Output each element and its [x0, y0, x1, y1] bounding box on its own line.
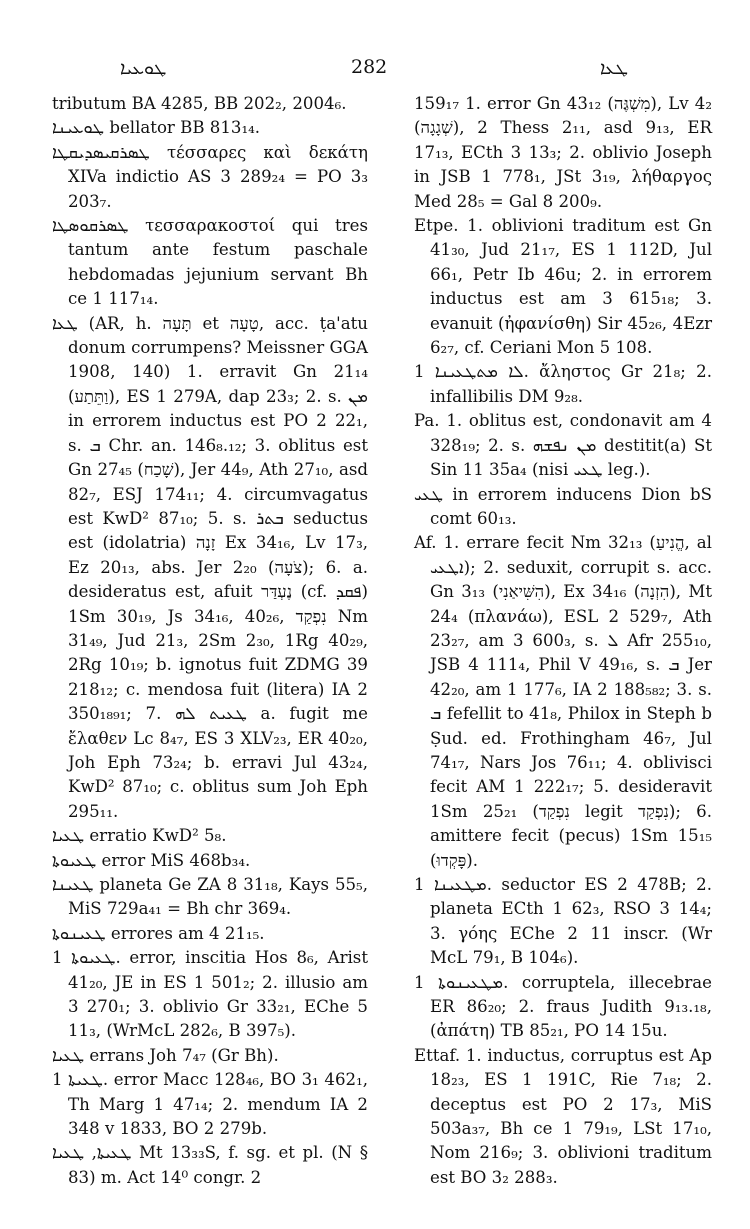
dictionary-entry: ܛܥܝܢܘܬܐ errores am 4 21₁₅.	[52, 923, 265, 943]
dictionary-entry: ܛܥܝܐ errans Joh 7₄₇ (Gr Bh).	[52, 1045, 279, 1065]
dictionary-entry: ܛܥܝܘܬܐ error MiS 468b₃₄.	[52, 850, 251, 870]
dictionary-entry: ܛܥܝܢܐ planeta Ge ZA 8 31₁₈, Kays 55₅, MiS 729a₄₁ = Bh chr 369₄.	[52, 875, 368, 919]
dictionary-entry: ܛܥܐ (AR, h. תָּעָה et טָעָה, acc. ṭa'atu donum corrumpens? Meissner GGA 1908, 140) 1. erravit Gn 21₁₄ (וַתֵּתַע), ES 1 279A, dap 23₃; 2. s. ܡܢ in errorem inductus est PO 2 22₁, s. ܒ Chr. an. 146₈.₁₂; 3. oblitus est Gn 27₄₅ (שָׁכַח), Jer 44₉, Ath 27₁₀, asd 82₇, ESJ 174₁₁; 4. circumvagatus est KwD² 87₁₀; 5. s. ܒܬܪ seductus est (idolatria) זָנָה Ex 34₁₆, Lv 17₃, Ez 20₁₃, abs. Jer 2₂₀ (צֹעָה); 6. a. desideratus est, afuit נֶעְדַּר (cf. ܦܩܕ) 1Sm 30₁₉, Js 34₁₆, 40₂₆, נִפְקַד Nm 31₄₉, Jud 21₃, 2Sm 2₃₀, 1Rg 40₂₉, 2Rg 10₁₉; b. ignotus fuit ZDMG 39 218₁₂; c. mendosa fuit (litera) IA 2 350₁₈₉₁; 7. ܛܥܝܬ ܠܗ a. fugit me ἔλαθεν Lc 8₄₇, ES 3 XLV₂₃, ER 40₂₀, Joh Eph 73₂₄; b. erravi Jul 43₂₄, KwD² 87₁₀; c. oblitus sum Joh Eph 295₁₁.	[52, 313, 369, 821]
dictionary-entry: ܡܛܥܝܢܐ 1. seductor ES 2 478B; 2. planeta ECth 1 62₃, RSO 3 14₄; 3. γόης EChe 2 11 inscr. (Wr McL 79₁, B 104₆).	[414, 875, 712, 968]
dictionary-entry: tributum BA 4285, BB 202₂, 2004₆.	[52, 94, 347, 113]
dictionary-entry: ܛܥܝܘܬܐ 1. error, inscitia Hos 8₆, Arist 41₂₀, JE in ES 1 501₂; 2. illusio am 3 270₁; 3. oblivio Gr 33₂₁, EChe 5 11₃, (WrMcL 282₆, B 397₅).	[52, 948, 368, 1041]
dictionary-entry-stem: Pa. 1. oblitus est, condonavit am 4 328₁₉; 2. s. ܡܢ ܢܦܫܗ destitit(a) St Sin 11 35a₄ (nisi ܛܥܝ leg.).	[414, 411, 712, 480]
dictionary-entry: ܛܥܝܬܐ 1. error Macc 128₄₆, BO 3₁ 462₁, Th Marg 1 47₁₄; 2. mendum IA 2 348 v 1833, BO 2 279b.	[52, 1070, 368, 1139]
dictionary-entry: ܛܣܪܩܘܣܛܐ τεσσαρακοστοί qui tres tantum ante festum paschale hebdomadas jejunium servant Bh ce 1 117₁₄.	[52, 216, 368, 309]
dictionary-entry: ܠܐ ܡܬܛܥܝܢܐ 1. ἄληστος Gr 21₈; 2. infallibilis DM 9₂₈.	[414, 362, 712, 406]
dictionary-entry: 159₁₇ 1. error Gn 43₁₂ (מִשְׁגֶּה), Lv 4₂ (שְׁגָגָה), 2 Thess 2₁₁, asd 9₁₃, ER 17₁₃, ECth 3 13₃; 2. oblivio Joseph in JSB 1 778₁, JSt 3₁₉, λήθαργος Med 28₅ = Gal 8 200₉.	[414, 94, 713, 211]
running-head-left: ܛܘܥܝܐ	[120, 58, 167, 79]
left-column	[52, 92, 368, 1190]
dictionary-entry: ܛܣܪܩܝܣܕܝܩܛܐ τέσσαρες καὶ δεκάτη XIVa indictio AS 3 289₂₄ = PO 3₃ 203₇.	[52, 142, 368, 211]
dictionary-entry: ܛܘܥܝܢܐ bellator BB 813₁₄.	[52, 118, 261, 138]
page-header	[0, 52, 750, 82]
dictionary-entry-stem: Ettaf. 1. inductus, corruptus est Ap 18₂₃, ES 1 191C, Rie 7₁₈; 2. deceptus est PO 2 17₃, MiS 503a₃₇, Bh ce 1 79₁₉, LSt 17₁₀, Nom 216₉; 3. oblivioni traditum est BO 3₂ 288₃.	[414, 1045, 712, 1187]
page-number: 282	[351, 56, 388, 78]
dictionary-entry: ܡܛܥܝܢܘܬܐ 1. corruptela, illecebrae ER 86₂₀; 2. fraus Judith 9₁₃.₁₈, (ἀπάτη) TB 85₂₁, PO 14 15u.	[414, 972, 712, 1041]
dictionary-entry-stem: Af. 1. errare fecit Nm 32₁₃ (הֱנִיעַ, al ܐܛܥܝ); 2. seduxit, corrupit s. acc. Gn 3₁₃ (הִשִּׁיאַנִי), Ex 34₁₆ (הִזְנָה), Mt 24₄ (πλανάω), ESL 2 529₇, Ath 23₂₇, am 3 600₃, s. ܠ Afr 255₁₀, JSB 4 111₄, Phil V 49₁₆, s. ܒ Jer 42₂₀, am 1 177₆, IA 2 188₅₈₂; 3. s. ܒ fefellit to 41₈, Philox in Steph b Ṣud. ed. Frothingham 46₇, Jul 74₁₇, Nars Jos 76₁₁; 4. oblivisci fecit AM 1 222₁₇; 5. desideravit 1Sm 25₂₁ (נִפְקַד legit נִפְקַד); 6. amittere fecit (pecus) 1Sm 15₁₅ (פָּקְדוּ).	[414, 533, 713, 870]
running-head-right: ܛܥܐ	[600, 58, 628, 79]
right-column	[414, 92, 712, 1190]
dictionary-entry: ܛܥܝܬܐ, ܛܥܝܐ Mt 13₃₃S, f. sg. et pl. (N § 83) m. Act 14⁰ congr. 2	[52, 1143, 368, 1187]
dictionary-entry-stem: Etpe. 1. oblivioni traditum est Gn 41₃₀, Jud 21₁₇, ES 1 112D, Jul 66₁, Petr Ib 46u; 2. in errorem inductus est am 3 615₁₈; 3. evanuit (ἠφανίσθη) Sir 45₂₆, 4Ezr 6₂₇, cf. Ceriani Mon 5 108.	[414, 216, 712, 358]
dictionary-entry: ܛܥܝ in errorem inducens Dion bS comt 60₁₃.	[414, 484, 712, 528]
dictionary-entry: ܛܥܝܐ erratio KwD² 5₈.	[52, 826, 227, 846]
